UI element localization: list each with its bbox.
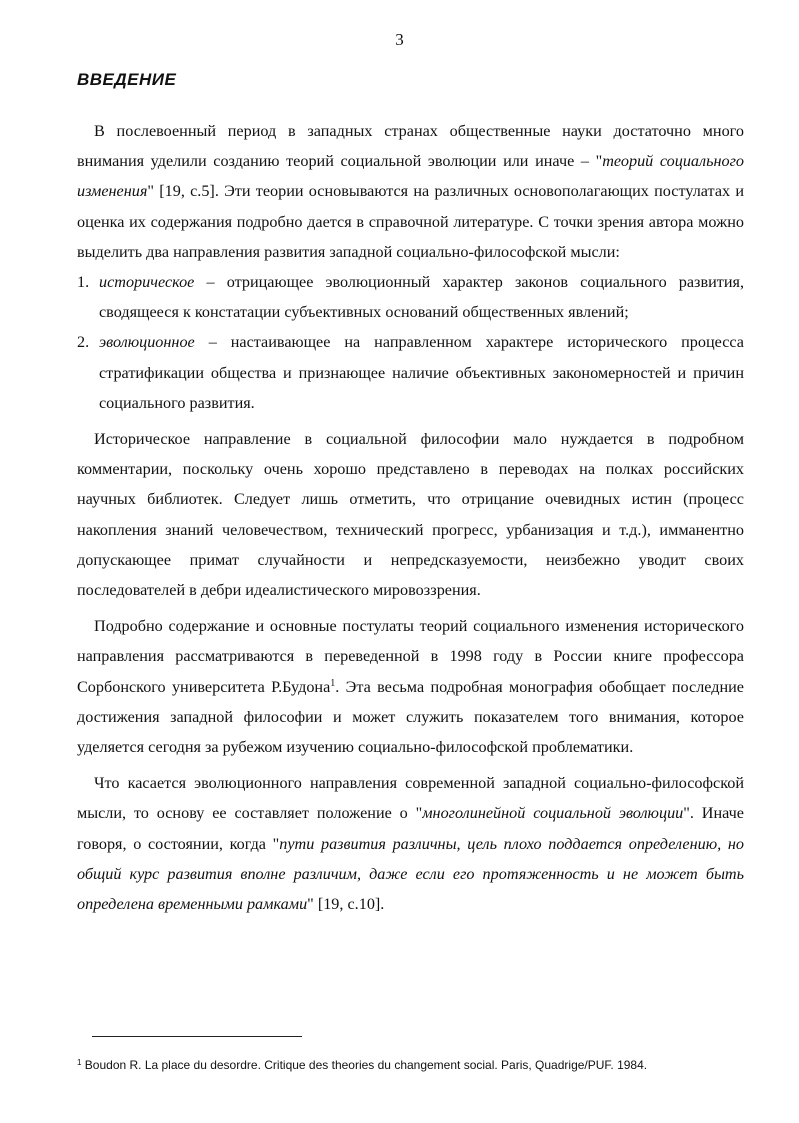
paragraph-historical: Историческое направление в социальной философии мало нуждается в подробном комментарии, поскольку очень хорошо представлено в переводах на полках российских научных библиотек. Следует лишь отметить, что отрицание очевидных истин (процесс накопления знаний человечеством, технический прогресс, урбанизация и т.д.), имманентно допускающее примат случайности и непредсказуемости, неизбежно уводит своих последователей в дебри идеалистического мировоззрения. [77,430,744,600]
list-item [77,327,744,418]
page-number: 3 [395,30,404,49]
paragraph-boudon-text-2: . Эта весьма подробная монография обобщает последние достижения западной философии и может служить показателем того внимания, которое уделяется сегодня за рубежом изучению социально-философской проблематики. [77,677,744,757]
paragraph-evolutionary-quote: пути развития различны, цель плохо поддается определению, но общий курс развития вполне различим, даже если его протяженность и не может быть определена временными рамками [77,834,744,914]
paragraph-evolutionary-text-3: " [19, с.10]. [307,895,385,914]
paragraph-intro-text-2: " [19, с.5]. Эти теории основываются на различных основополагающих постулатах и оценка их содержания подробно дается в справочной литературе. С точки зрения автора можно выделить два направления развития западной социально-философской мысли: [77,182,744,261]
paragraph-evolutionary-text-2: ". Иначе говоря, о состоянии, когда " [77,804,744,853]
list-item-number: 1. [77,273,90,292]
footnote-reference: 1 [330,677,336,689]
paragraph-evolutionary-italic-1: многолинейной социальной эволюции [422,804,684,823]
paragraph-evolutionary-text-1: Что касается эволюционного направления современной западной социально-философской мысли, то основу ее составляет положение о " [77,774,744,823]
paragraph-intro [77,116,744,267]
list-item-text: – отрицающее эволюционный характер законов социального развития, сводящееся к констатации субъективных оснований общественных явлений; [99,273,744,322]
directions-list [77,267,744,418]
footnote-separator [92,1036,302,1037]
footnote-number: 1 [77,1058,82,1067]
list-item-term: историческое [99,273,195,292]
paragraph-boudon [77,611,744,762]
section-heading: ВВЕДЕНИЕ [77,70,177,89]
footnote [77,1058,757,1072]
list-item-number: 2. [77,333,90,352]
list-item-term: эволюционное [99,333,195,352]
body-text [77,116,744,919]
paragraph-evolutionary [77,768,744,919]
paragraph-intro-text-1: В послевоенный период в западных странах общественные науки достаточно много внимания уделили созданию теорий социальной эволюции или иначе – " [77,122,744,171]
footnote-text: Boudon R. La place du desordre. Critique des theories du changement social. Paris, Quadrige/PUF. 1984. [81,1058,648,1072]
list-item [77,267,744,327]
paragraph-boudon-text-1: Подробно содержание и основные постулаты теорий социального изменения исторического направления рассматриваются в переведенной в 1998 году в России книге профессора Сорбонского университета Р.Будона [77,617,744,696]
paragraph-intro-italic-term: теорий социального изменения [77,152,744,201]
list-item-text: – настаивающее на направленном характере исторического процесса стратификации общества и признающее наличие объективных закономерностей и причин социального развития. [99,333,744,412]
